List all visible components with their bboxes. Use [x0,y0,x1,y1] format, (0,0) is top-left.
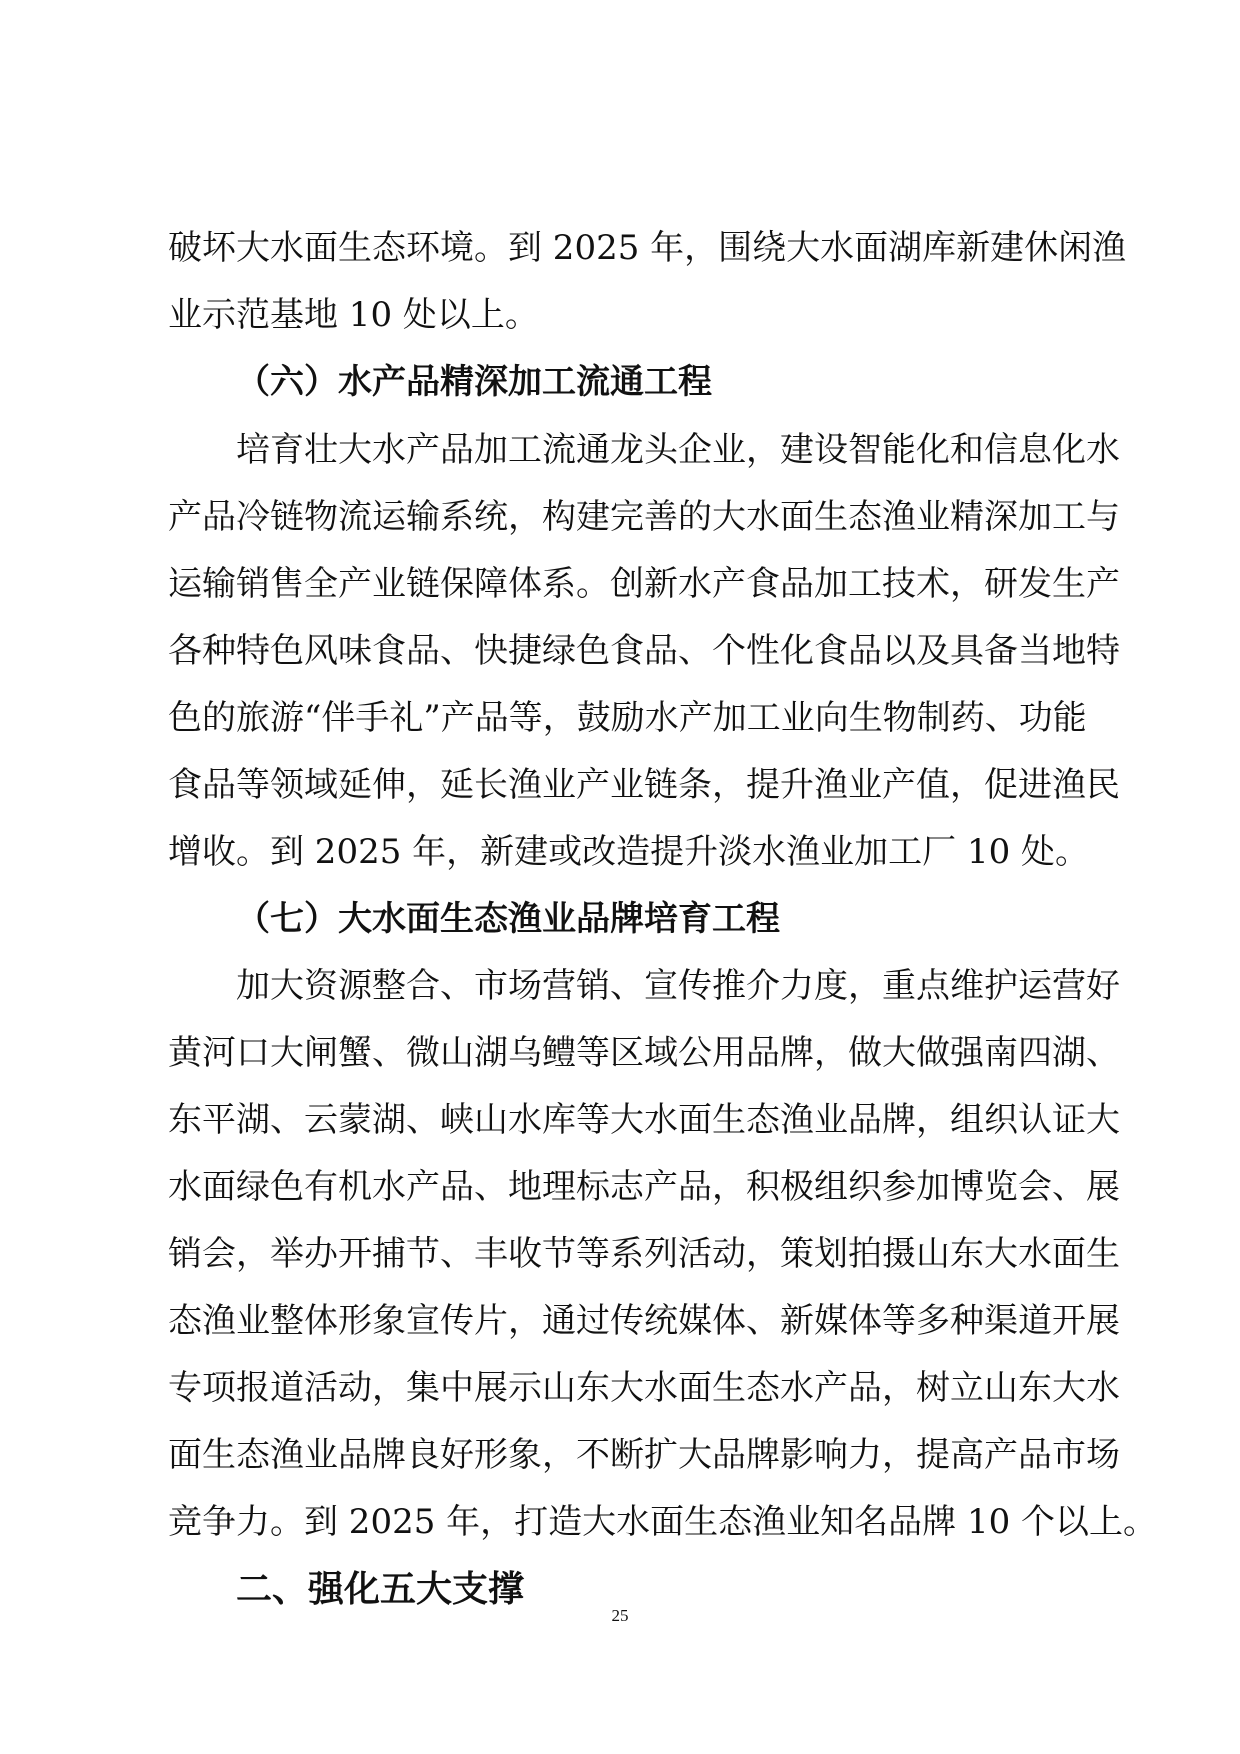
paragraph-line: 食品等领域延伸，延长渔业产业链条，提升渔业产值，促进渔民 [168,765,1120,805]
paragraph-line: 东平湖、云蒙湖、峡山水库等大水面生态渔业品牌，组织认证大 [168,1100,1120,1140]
paragraph-line: 加大资源整合、市场营销、宣传推介力度，重点维护运营好 [236,966,1120,1006]
paragraph-line: 水面绿色有机水产品、地理标志产品，积极组织参加博览会、展 [168,1167,1120,1207]
paragraph-line: 态渔业整体形象宣传片，通过传统媒体、新媒体等多种渠道开展 [168,1301,1120,1341]
paragraph-line: 竞争力。到 2025 年，打造大水面生态渔业知名品牌 10 个以上。 [168,1502,1158,1542]
section-heading-6: （六）水产品精深加工流通工程 [236,362,712,402]
paragraph-line: 产品冷链物流运输系统，构建完善的大水面生态渔业精深加工与 [168,497,1120,537]
paragraph-line: 业示范基地 10 处以上。 [168,295,539,335]
paragraph-line: 各种特色风味食品、快捷绿色食品、个性化食品以及具备当地特 [168,631,1120,671]
paragraph-line: 破坏大水面生态环境。到 2025 年，围绕大水面湖库新建休闲渔 [168,228,1127,268]
paragraph-line: 专项报道活动，集中展示山东大水面生态水产品，树立山东大水 [168,1368,1120,1408]
paragraph-line: 培育壮大水产品加工流通龙头企业，建设智能化和信息化水 [236,430,1120,470]
page-number: 25 [611,1606,629,1625]
paragraph-line: 销会，举办开捕节、丰收节等系列活动，策划拍摄山东大水面生 [168,1234,1120,1274]
section-heading-7: （七）大水面生态渔业品牌培育工程 [236,899,780,939]
paragraph-line: 运输销售全产业链保障体系。创新水产食品加工技术，研发生产 [168,564,1120,604]
paragraph-line: 色的旅游“伴手礼”产品等，鼓励水产加工业向生物制药、功能 [168,698,1087,738]
paragraph-line: 黄河口大闸蟹、微山湖乌鳢等区域公用品牌，做大做强南四湖、 [168,1033,1120,1073]
paragraph-line: 面生态渔业品牌良好形象，不断扩大品牌影响力，提高产品市场 [168,1435,1120,1475]
paragraph-line: 增收。到 2025 年，新建或改造提升淡水渔业加工厂 10 处。 [168,832,1090,872]
chapter-heading: 二、强化五大支撑 [236,1569,525,1610]
